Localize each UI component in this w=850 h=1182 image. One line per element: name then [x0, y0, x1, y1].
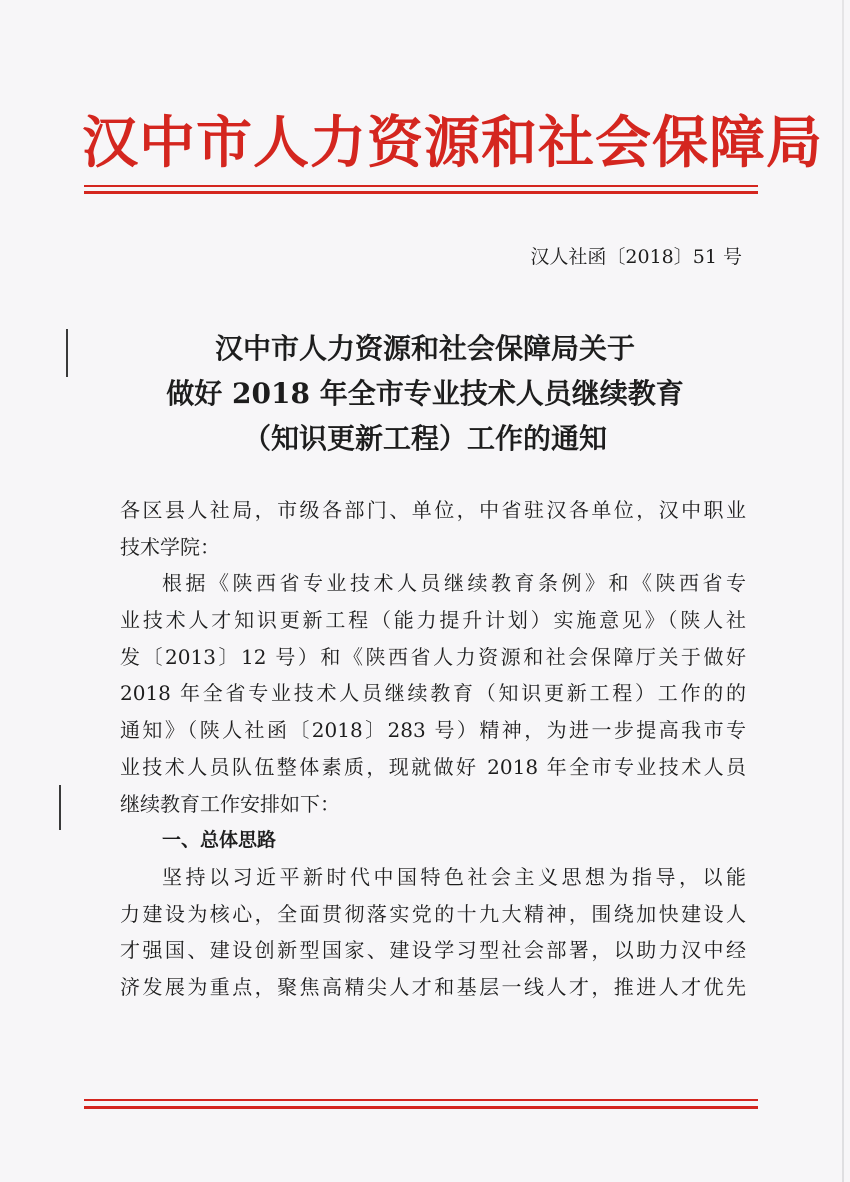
- para1-line-5: 通知》（陕人社函〔2018〕283 号）精神，为进一步提高我市专: [120, 718, 746, 743]
- header-red-line-thick: [84, 191, 758, 194]
- binding-mark-bottom: [59, 785, 61, 830]
- para2-line-2: 力建设为核心，全面贯彻落实党的十九大精神，围绕加快建设人: [120, 901, 746, 926]
- para1-line-4: 2018 年全省专业技术人员继续教育（知识更新工程）工作的的: [120, 681, 746, 706]
- section-heading-1: 一、总体思路: [162, 829, 277, 852]
- title-line-3: （知识更新工程）工作的通知: [242, 422, 607, 455]
- addressee-line-1: 各区县人社局，市级各部门、单位，中省驻汉各单位，汉中职业: [120, 498, 746, 522]
- para2-line-1: 坚持以习近平新时代中国特色社会主义思想为指导，以能: [162, 864, 746, 889]
- para2-line-4: 济发展为重点，聚焦高精尖人才和基层一线人才，推进人才优先: [120, 974, 746, 999]
- para1-line-3: 发〔2013〕12 号）和《陕西省人力资源和社会保障厅关于做好: [120, 644, 746, 669]
- title-line-2: 做好 2018 年全市专业技术人员继续教育: [166, 377, 684, 410]
- addressee-line-2: 技术学院：: [120, 534, 220, 559]
- para1-line-6: 业技术人员队伍整体素质，现就做好 2018 年全市专业技术人员: [120, 754, 746, 779]
- para1-line-7: 继续教育工作安排如下：: [120, 791, 340, 816]
- org-letterhead-title: 汉中市人力资源和社会保障局: [82, 110, 823, 176]
- header-red-line-thin: [84, 185, 758, 187]
- document-body: [120, 492, 746, 1006]
- title-line-1: 汉中市人力资源和社会保障局关于: [214, 332, 635, 365]
- document-number: 汉人社函〔2018〕51 号: [530, 246, 742, 268]
- para2-line-3: 才强国、建设创新型国家、建设学习型社会部署，以助力汉中经: [120, 938, 746, 963]
- binding-mark-top: [66, 329, 68, 377]
- footer-red-line-thick: [84, 1106, 758, 1109]
- para1-line-1: 根据《陕西省专业技术人员继续教育条例》和《陕西省专: [162, 571, 746, 596]
- footer-red-line-thin: [84, 1099, 758, 1101]
- para1-line-2: 业技术人才知识更新工程（能力提升计划）实施意见》（陕人社: [120, 608, 746, 633]
- document-title: [90, 326, 760, 461]
- page-edge-shadow: [842, 0, 844, 1182]
